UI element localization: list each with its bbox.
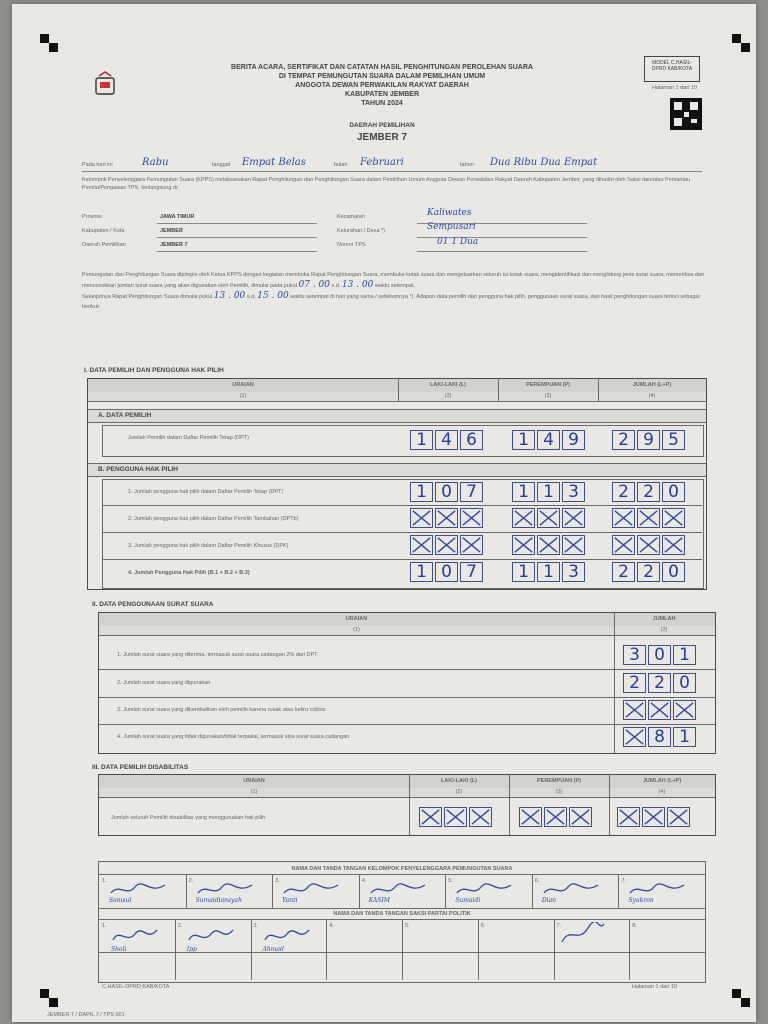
section-b-label: B. PENGGUNA HAK PILIH bbox=[98, 466, 178, 473]
row-b1-j-digit: 0 bbox=[662, 482, 685, 502]
bottom-code: JEMBER 7 / DAPIL 7 / TPS 001 bbox=[47, 1012, 125, 1018]
s2-col-uraian: URAIAN bbox=[345, 616, 368, 622]
page-note: Halaman 1 dari 10 bbox=[652, 85, 697, 91]
s1-col-p: PEREMPUAN (P) bbox=[525, 382, 570, 388]
month-value: Februari bbox=[360, 157, 404, 168]
row-b1-l-digit: 7 bbox=[460, 482, 483, 502]
row-b3-l-crossed-box bbox=[435, 535, 458, 555]
s3-j-crossed-box bbox=[642, 807, 665, 827]
kpps-signature: 6. Dian bbox=[532, 875, 620, 908]
s3-num-4: (4) bbox=[658, 789, 666, 795]
kpps-signature: 7. Syukron bbox=[618, 875, 705, 908]
row-b4-l-digit: 0 bbox=[435, 562, 458, 582]
row-a-j-digit: 9 bbox=[637, 430, 660, 450]
region-value: JEMBER 7 bbox=[356, 132, 407, 143]
registration-mark-bottom-right bbox=[732, 989, 741, 998]
s2-row-3: 3. Jumlah surat suara yang dikembalikan oleh pemilih karena rusak atau keliru coblos bbox=[117, 707, 326, 713]
s1-num-4: (4) bbox=[648, 393, 656, 399]
day-value: Rabu bbox=[142, 157, 169, 168]
row-b1-p-digit: 1 bbox=[537, 482, 560, 502]
registration-mark-bottom-left-2 bbox=[49, 998, 58, 1007]
s2-r2-digit: 2 bbox=[648, 673, 671, 693]
s2-r3-crossed-box bbox=[623, 700, 646, 720]
row-b4-p-digit: 3 bbox=[562, 562, 585, 582]
row-b3-l-crossed-box bbox=[460, 535, 483, 555]
registration-mark-top-left bbox=[40, 34, 49, 43]
s3-num-1: (1) bbox=[250, 789, 258, 795]
row-b1-p-digit: 3 bbox=[562, 482, 585, 502]
s2-row-4: 4. Jumlah surat suara yang tidak digunakan/tidak terpakai, termasuk sisa surat suara cadangan bbox=[117, 734, 350, 740]
registration-mark-bottom-right-2 bbox=[741, 998, 750, 1007]
kpps-signature-title: NAMA DAN TANDA TANGAN KELOMPOK PENYELENGGARA PEMUNGUTAN SUARA bbox=[291, 866, 513, 872]
s3-col-j: JUMLAH (L+P) bbox=[642, 778, 682, 784]
s2-num-1: (1) bbox=[353, 627, 360, 633]
row-b1-p-digit: 1 bbox=[512, 482, 535, 502]
row-a-j-digit: 5 bbox=[662, 430, 685, 450]
title-line-2: DI TEMPAT PEMUNGUTAN SUARA DALAM PEMILIHAN UMUM bbox=[278, 73, 486, 80]
kpps-signature: 4. KASIM bbox=[359, 875, 447, 908]
kabupaten-label: Kabupaten / Kota bbox=[82, 228, 125, 234]
s2-col-j: JUMLAH bbox=[652, 616, 676, 622]
year-value: Dua Ribu Dua Empat bbox=[490, 157, 598, 168]
section-1-heading: I. DATA PEMILIH DAN PENGGUNA HAK PILIH bbox=[84, 367, 224, 374]
title-line-1: BERITA ACARA, SERTIFIKAT DAN CATATAN HASIL PENGHITUNGAN PEROLEHAN SUARA bbox=[231, 64, 533, 71]
row-b2: 2. Jumlah pengguna hak pilih dalam Daftar Pemilih Tambahan (DPTb) bbox=[128, 516, 299, 522]
s1-num-3: (3) bbox=[544, 393, 552, 399]
row-b3-j-crossed-box bbox=[637, 535, 660, 555]
s3-p-crossed-box bbox=[519, 807, 542, 827]
registration-mark-bottom-left bbox=[40, 989, 49, 998]
row-b4-l-digit: 1 bbox=[410, 562, 433, 582]
paragraph-text-2b: waktu setempat di hari yang sama / sebelumnya *). Adapun data pemilih dan pengguna hak pilih, penggunaan surat suara, dan hasil penghitungan suara terinci sebagai berikut: bbox=[82, 294, 700, 310]
row-b3-j-crossed-box bbox=[612, 535, 635, 555]
row-b1-j-digit: 2 bbox=[637, 482, 660, 502]
row-a-p-digit: 4 bbox=[537, 430, 560, 450]
tps-value: 01 1 Dua bbox=[437, 237, 479, 247]
footer-left: C.HASIL-DPRD KAB/KOTA bbox=[102, 984, 170, 990]
time-start-1: 07 . 00 bbox=[298, 280, 330, 290]
tps-label: Nomor TPS bbox=[337, 242, 366, 248]
row-b2-j-crossed-box bbox=[662, 508, 685, 528]
s2-row-1: 1. Jumlah surat suara yang diterima, termasuk surat suara cadangan 2% dari DPT bbox=[117, 652, 318, 658]
row-b4-p-digit: 1 bbox=[537, 562, 560, 582]
s3-p-crossed-box bbox=[544, 807, 567, 827]
title-line-4: KABUPATEN JEMBER bbox=[344, 91, 420, 98]
row-b2-p-crossed-box bbox=[537, 508, 560, 528]
row-b1: 1. Jumlah pengguna hak pilih dalam Daftar Pemilih Tetap (DPT) bbox=[128, 489, 284, 495]
row-b2-p-crossed-box bbox=[512, 508, 535, 528]
registration-mark-top-left-2 bbox=[49, 43, 58, 52]
s3-num-2: (2) bbox=[455, 789, 463, 795]
time-end-2: 15 . 00 bbox=[257, 291, 289, 301]
row-b1-l-digit: 1 bbox=[410, 482, 433, 502]
row-a-p-digit: 1 bbox=[512, 430, 535, 450]
saksi-signature-cell: 7. bbox=[554, 920, 631, 980]
s3-p-crossed-box bbox=[569, 807, 592, 827]
document-title bbox=[162, 63, 602, 108]
date-line-text: Kelompok Penyelenggara Pemungutan Suara (KPPS) melaksanakan Rapat Penghitungan dan Penghitungan Suara dalam Pemilihan Umum Anggota Dewan Perwakilan Rakyat Daerah Kabupaten Jember, yang dihadiri oleh Saksi dan/atau Pemantau Pemilu/Pengawas TPS, berlangsung di: bbox=[82, 177, 691, 191]
section-2-heading: II. DATA PENGGUNAAN SURAT SUARA bbox=[92, 601, 214, 608]
date-label: tanggal bbox=[212, 162, 231, 168]
paragraph-text-1: Pemungutan dan Penghitungan Suara dipimpin oleh Ketua KPPS dengan kegiatan membuka Rapat Penghitungan Suara, membuka kotak suara dan mengeluarkan seluruh isi kotak suara, mengidentifikasi dan menghitung jenis surat suara, memeriksa dan mencocokkan jumlah surat suara yang akan digunakan oleh Pemilih, dimulai pada pukul bbox=[82, 272, 704, 289]
s3-j-crossed-box bbox=[667, 807, 690, 827]
s3-col-l: LAKI-LAKI (L) bbox=[440, 778, 478, 784]
s2-r4-digit: 8 bbox=[648, 727, 671, 747]
section-2-table bbox=[98, 612, 716, 754]
row-b3-p-crossed-box bbox=[562, 535, 585, 555]
saksi-signature-cell: 6. bbox=[478, 920, 555, 980]
document-page bbox=[12, 4, 756, 1022]
row-b2-j-crossed-box bbox=[612, 508, 635, 528]
saksi-signature-cell: 3. Ahmad bbox=[251, 920, 328, 980]
footer-right: Halaman 1 dari 10 bbox=[632, 984, 677, 990]
row-b1-l-digit: 0 bbox=[435, 482, 458, 502]
s2-row-2: 2. Jumlah surat suara yang digunakan bbox=[117, 680, 211, 686]
kecamatan-value: Kaliwates bbox=[427, 208, 472, 218]
title-line-3: ANGGOTA DEWAN PERWAKILAN RAKYAT DAERAH bbox=[295, 82, 469, 89]
s2-r2-digit: 0 bbox=[673, 673, 696, 693]
s2-r3-crossed-box bbox=[648, 700, 671, 720]
s1-col-j: JUMLAH (L+P) bbox=[632, 382, 672, 388]
provinsi-label: Provinsi bbox=[82, 214, 102, 220]
s3-row: Jumlah seluruh Pemilih disabilitas yang menggunakan hak pilih bbox=[111, 815, 266, 821]
provinsi-value: JAWA TIMUR bbox=[160, 214, 195, 220]
row-b4-p-digit: 1 bbox=[512, 562, 535, 582]
row-b4-j-digit: 0 bbox=[662, 562, 685, 582]
row-b3-p-crossed-box bbox=[512, 535, 535, 555]
section-a-label: A. DATA PEMILIH bbox=[98, 412, 152, 419]
kecamatan-label: Kecamatan bbox=[337, 214, 365, 220]
kelurahan-label: Kelurahan / Desa *) bbox=[337, 228, 385, 234]
section-3-table bbox=[98, 774, 716, 836]
row-b2-l-crossed-box bbox=[410, 508, 433, 528]
kpu-logo-icon bbox=[94, 70, 116, 96]
saksi-signature-cell: 4. bbox=[326, 920, 403, 980]
saksi-signature-title: NAMA DAN TANDA TANGAN SAKSI PARTAI POLITIK bbox=[333, 911, 471, 917]
row-b3: 3. Jumlah pengguna hak pilih dalam Daftar Pemilih Khusus (DPK) bbox=[128, 543, 289, 549]
row-a-dpt: Jumlah Pemilih dalam Daftar Pemilih Tetap (DPT) bbox=[128, 435, 249, 441]
row-b4: 4. Jumlah Pengguna Hak Pilih (B.1 + B.2 + B.3) bbox=[128, 570, 250, 576]
kelurahan-value: Sempusari bbox=[427, 222, 476, 232]
row-b2-l-crossed-box bbox=[460, 508, 483, 528]
paragraph-text-2: Selanjutnya Rapat Penghitungan Suara dimulai pukul bbox=[82, 294, 213, 300]
row-b3-l-crossed-box bbox=[410, 535, 433, 555]
date-value: Empat Belas bbox=[242, 157, 306, 168]
row-b4-j-digit: 2 bbox=[612, 562, 635, 582]
s3-l-crossed-box bbox=[444, 807, 467, 827]
s2-r3-crossed-box bbox=[673, 700, 696, 720]
s1-col-l: LAKI-LAKI (L) bbox=[429, 382, 467, 388]
saksi-signature-cell: 5. bbox=[402, 920, 479, 980]
s2-r4-crossed-box bbox=[623, 727, 646, 747]
s2-r1-digit: 1 bbox=[673, 645, 696, 665]
row-b1-j-digit: 2 bbox=[612, 482, 635, 502]
s3-col-uraian: URAIAN bbox=[243, 778, 265, 784]
time-end-1: 13 . 00 bbox=[341, 280, 374, 290]
kpps-signature: 2. Sumaidiansyah bbox=[186, 875, 274, 908]
title-line-5: TAHUN 2024 bbox=[361, 100, 403, 107]
saksi-signature-cell: 1. Sholi bbox=[99, 920, 176, 980]
s2-r2-digit: 2 bbox=[623, 673, 646, 693]
section-3-heading: III. DATA PEMILIH DISABILITAS bbox=[92, 764, 189, 771]
dapil-label: Daerah Pemilihan bbox=[82, 242, 126, 248]
kpps-signature: 5. Sumaidi bbox=[445, 875, 533, 908]
row-b4-j-digit: 2 bbox=[637, 562, 660, 582]
row-a-j-digit: 2 bbox=[612, 430, 635, 450]
s3-col-p: PEREMPUAN (P) bbox=[536, 778, 581, 784]
row-b4-l-digit: 7 bbox=[460, 562, 483, 582]
s1-num-1: (1) bbox=[239, 393, 247, 399]
row-b2-j-crossed-box bbox=[637, 508, 660, 528]
row-a-l-digit: 4 bbox=[435, 430, 458, 450]
row-a-p-digit: 9 bbox=[562, 430, 585, 450]
row-a-l-digit: 6 bbox=[460, 430, 483, 450]
row-b3-j-crossed-box bbox=[662, 535, 685, 555]
kpps-signature: 3. Yanti bbox=[272, 875, 360, 908]
form-code-box bbox=[644, 56, 700, 82]
saksi-signature-cell: 2. Ipp bbox=[175, 920, 252, 980]
month-label: bulan bbox=[334, 162, 348, 168]
s2-r4-digit: 1 bbox=[673, 727, 696, 747]
day-label: Pada hari ini bbox=[82, 162, 113, 168]
dapil-value: JEMBER 7 bbox=[160, 242, 188, 248]
s3-num-3: (3) bbox=[555, 789, 563, 795]
s3-l-crossed-box bbox=[419, 807, 442, 827]
s2-r1-digit: 0 bbox=[648, 645, 671, 665]
registration-mark-top-right bbox=[732, 34, 741, 43]
s2-num-2: (2) bbox=[660, 627, 668, 633]
s1-num-2: (2) bbox=[444, 393, 452, 399]
s2-r1-digit: 3 bbox=[623, 645, 646, 665]
s1-col-uraian: URAIAN bbox=[232, 382, 254, 388]
section-1-table bbox=[87, 378, 707, 590]
saksi-signature-cell: 8. bbox=[632, 923, 637, 929]
kabupaten-value: JEMBER bbox=[160, 228, 183, 234]
s3-l-crossed-box bbox=[469, 807, 492, 827]
year-label: tahun bbox=[460, 162, 474, 168]
s3-j-crossed-box bbox=[617, 807, 640, 827]
qr-code bbox=[670, 98, 702, 130]
intro-paragraph: Pemungutan dan Penghitungan Suara dipimpin oleh Ketua KPPS dengan kegiatan membuka Rapat Penghitungan Suara, membuka kotak suara dan mengeluarkan seluruh isi kotak suara, mengidentifikasi dan menghitung jenis surat suara, memeriksa dan mencocokkan jumlah surat suara yang akan digunakan oleh Pemilih, dimulai pada pukul 07 . 00 s.d. 13 . 00 waktu setempat. Selanjutnya Rapat Penghitungan Suara dimulai pukul 13 . 00 s.d. 15 . 00 waktu setempat di hari yang sama / sebelumnya *). Adapun data pemilih dan pengguna hak pilih, penggunaan surat suara, dan hasil penghitungan suara terinci sebagai berikut: bbox=[82, 272, 704, 310]
row-b2-l-crossed-box bbox=[435, 508, 458, 528]
region-label: DAERAH PEMILIHAN bbox=[349, 122, 415, 129]
signature-table bbox=[98, 861, 706, 983]
row-a-l-digit: 1 bbox=[410, 430, 433, 450]
time-start-2: 13 . 00 bbox=[213, 291, 246, 301]
paragraph-text-1b: waktu setempat. bbox=[374, 283, 415, 289]
registration-mark-top-right-2 bbox=[741, 43, 750, 52]
form-code: MODEL C.HASIL-DPRD KAB/KOTA bbox=[651, 60, 693, 72]
kpps-signature: 1. Samsul bbox=[99, 875, 187, 908]
row-b3-p-crossed-box bbox=[537, 535, 560, 555]
row-b2-p-crossed-box bbox=[562, 508, 585, 528]
